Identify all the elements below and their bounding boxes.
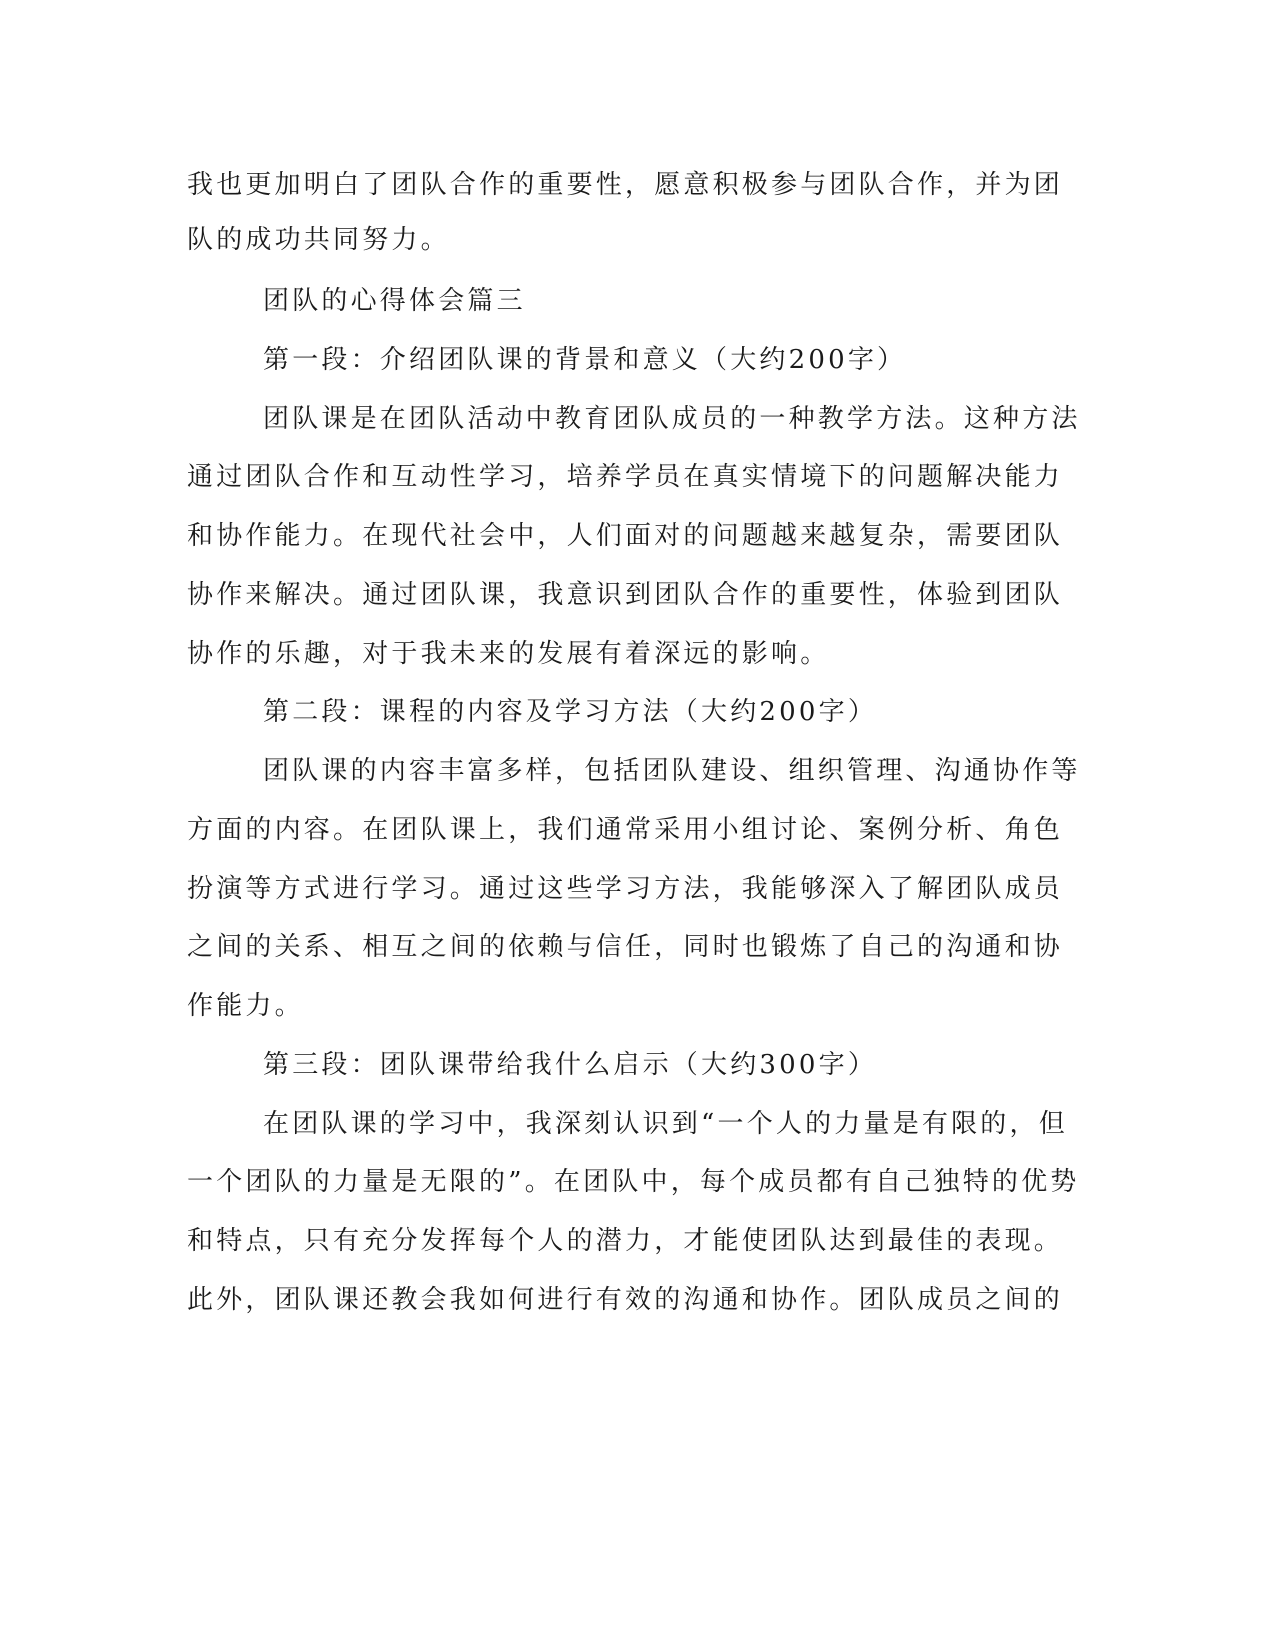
text-line: 方面的内容。在团队课上，我们通常采用小组讨论、案例分析、角色 bbox=[187, 815, 1064, 845]
text-line: 之间的关系、相互之间的依赖与信任，同时也锻炼了自己的沟通和协 bbox=[187, 932, 1064, 962]
text-line: 团队课是在团队活动中教育团队成员的一种教学方法。这种方法 bbox=[263, 404, 1081, 434]
text-line: 此外，团队课还教会我如何进行有效的沟通和协作。团队成员之间的 bbox=[187, 1285, 1064, 1315]
text-line: 和协作能力。在现代社会中，人们面对的问题越来越复杂，需要团队 bbox=[187, 521, 1064, 551]
text-line: 和特点，只有充分发挥每个人的潜力，才能使团队达到最佳的表现。 bbox=[187, 1226, 1064, 1256]
text-line: 作能力。 bbox=[187, 991, 304, 1021]
paragraph-heading: 第二段：课程的内容及学习方法（大约200字） bbox=[263, 697, 878, 727]
text-line: 我也更加明白了团队合作的重要性，愿意积极参与团队合作，并为团 bbox=[187, 170, 1064, 200]
text-line: 在团队课的学习中，我深刻认识到“一个人的力量是有限的，但 bbox=[263, 1109, 1068, 1139]
section-title: 团队的心得体会篇三 bbox=[263, 286, 526, 316]
text-line: 协作的乐趣，对于我未来的发展有着深远的影响。 bbox=[187, 639, 830, 669]
paragraph-heading: 第一段：介绍团队课的背景和意义（大约200字） bbox=[263, 345, 907, 375]
paragraph-heading: 第三段：团队课带给我什么启示（大约300字） bbox=[263, 1050, 878, 1080]
text-line: 团队课的内容丰富多样，包括团队建设、组织管理、沟通协作等 bbox=[263, 756, 1081, 786]
text-line: 一个团队的力量是无限的”。在团队中，每个成员都有自己独特的优势 bbox=[187, 1167, 1080, 1197]
text-line: 扮演等方式进行学习。通过这些学习方法，我能够深入了解团队成员 bbox=[187, 874, 1064, 904]
text-line: 队的成功共同努力。 bbox=[187, 225, 450, 255]
text-line: 通过团队合作和互动性学习，培养学员在真实情境下的问题解决能力 bbox=[187, 462, 1064, 492]
text-line: 协作来解决。通过团队课，我意识到团队合作的重要性，体验到团队 bbox=[187, 580, 1064, 610]
